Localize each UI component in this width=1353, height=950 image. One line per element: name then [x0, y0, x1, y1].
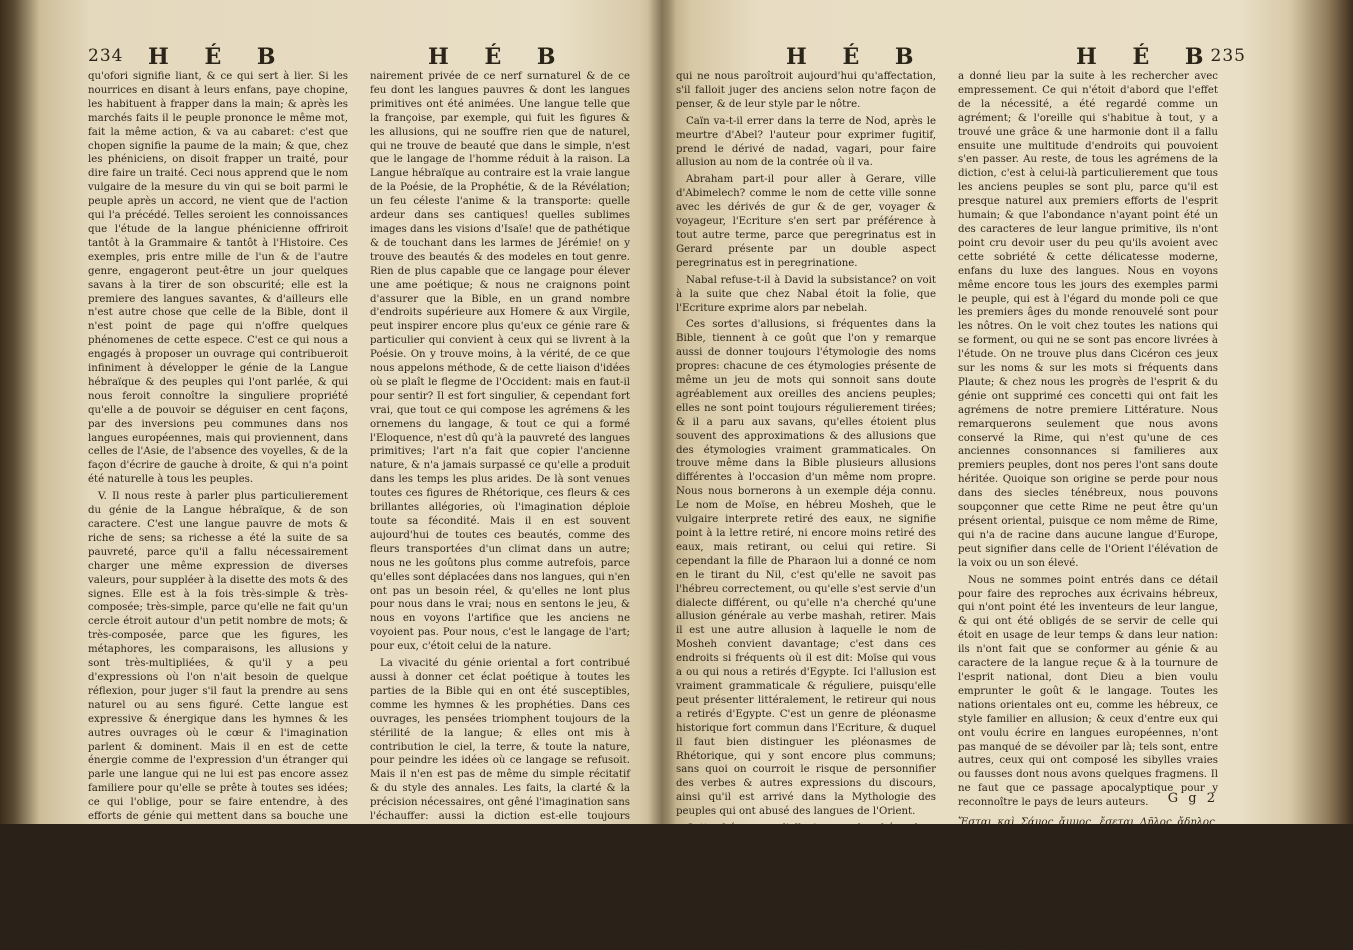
paragraph: qui ne nous paroîtroit aujourd'hui qu'affectation, s'il falloit juger des anciens selon notre façon de penser, & de leur style par le nôtre. — [676, 71, 936, 110]
right-running-head-b: H É B — [1076, 44, 1218, 70]
book-gutter — [648, 0, 676, 824]
paragraph: V. Il nous reste à parler plus particulierement du génie de la Langue hébraïque, & de son caractere. C'est une langue pauvre de mots & riche de sens; sa richesse a été la suite de sa pauvreté, parce qu'il a fallu nécessairement charger une même expression de diverses valeurs, pour suppléer à la disette des mots & des signes. Elle est à la fois très-simple & très-composée; très-simple, parce qu'elle ne fait qu'un cercle étroit autour d'un petit nombre de mots; & très-composée, parce que les figures, les métaphores, les comparaisons, les allusions y sont très-multipliées, & qu'il y a peu d'expressions où l'on n'ait besoin de quelque réflexion, pour juger s'il faut la prendre au sens naturel ou au sens figuré. Cette langue est expressive & énergique dans les hymnes & les autres ouvrages où le cœur & l'imagination parlent & dominent. Mais il en est de cette énergie comme de l'expression d'un étranger qui parle une langue qui ne lui est pas encore assez familiere pour qu'elle se prête à toutes ses idées; ce qui l'oblige, pour se faire entendre, à des efforts de génie qui mettent dans sa bouche une force qui n'est pas naturelle à ceux qui la parlent d'habitude. — [88, 491, 348, 850]
paragraph: Ces sortes d'allusions, si fréquentes dans la Bible, tiennent à ce goût que l'on y remarque aussi de donner toujours l'étymologie des noms propres: chacune de ces étymologies présente de même un jeu de mots qui sonnoit sans doute agréablement aux oreilles des anciens peuples; elles ne sont point toujours régulierement tirées; & il a paru aux savans, qu'elles étoient plus souvent des approximations & des allusions que des étymologies vraiment grammaticales. On trouve même dans la Bible plusieurs allusions différentes à l'occasion d'un même nom propre. Nous nous bornerons à un exemple déja connu. Le nom de Moïse, en hébreu Mosheh, que le vulgaire interprete retiré des eaux, ne signifie point à la lettre retiré, ni encore moins retiré des eaux, mais retirant, ou celui qui retire. Si cependant la fille de Pharaon lui a donné ce nom en le tirant du Nil, c'est qu'elle ne savoit pas l'hébreu correctement, ou qu'elle s'est servie d'un dialecte différent, ou qu'elle n'a cherché qu'une allusion générale au verbe mashah, retirer. Mais il est une autre allusion à laquelle le nom de Mosheh convient davantage; c'est dans ces endroits si fréquents où il est dit: Moïse qui vous a ou qui nous a retirés d'Egypte. Ici l'allusion est vraiment grammaticale & réguliere, puisqu'elle peut présenter littéralement, le retireur qui nous a retirés d'Egypte. C'est un genre de pléonasme historique fort commun dans l'Ecriture, & duquel il faut bien distinguer les pléonasmes de Rhétorique, qui y sont encore plus communs; sans quoi on courroit le risque de personnifier des verbes & autres expressions du discours, ainsi qu'il est arrivé dans la Mythologie des peuples qui ont abusé des langues de l'Orient. — [676, 319, 936, 818]
paragraph: Caïn va-t-il errer dans la terre de Nod, après le meurtre d'Abel? l'auteur pour exprimer fugitif, prend le dérivé de nadad, vagari, pour faire allusion au nom de la contrée où il va. — [676, 115, 936, 169]
signature-mark: G g 2 — [1167, 791, 1218, 806]
left-folio: 234 — [88, 46, 124, 66]
right-column-1 — [676, 70, 936, 918]
right-folio: 235 — [1210, 46, 1246, 66]
left-column-1 — [88, 70, 348, 937]
left-running-head-b: H É B — [428, 44, 570, 70]
right-page — [676, 0, 1256, 949]
right-running-head-a: H É B — [786, 44, 928, 70]
paragraph: Nous ne devons donc trouver rien d'extraordinaire ni de particulier dans le style des livres saints; il faut toujours avoir égard aux temps & aux peuples: la seule différence que nous devions — [958, 881, 1218, 949]
paragraph: Nous ne sommes point entrés dans ce détail pour faire des reproches aux écrivains hébreux, qui n'ont point été les inventeurs de leur langue, & qui ont été obligés de se servir de celle qui étoit en usage de leur temps & dans leur nation: ils n'ont fait que se conformer au génie & au caractere de la langue reçue & à la tournure de l'esprit national, dont Dieu a bien voulu emprunter le goût & le langage. Toutes les nations orientales ont eu, comme les hébreux, ce style familier en allusion; & ceux d'entre eux qui ont voulu écrire en langues européennes, n'ont pas manqué de se dévoiler par là; tels sont, entre autres, ceux qui ont composé les sibylles vraies ou fausses dont nous avons quelques fragmens. Il ne faut que ce passage apocalyptique pour y reconnoître le pays de leurs auteurs. — [958, 574, 1218, 809]
latin-translation: Et erit Samos arena, erit Delos ignota, & Roma vicus. — [958, 847, 1218, 873]
paragraph: qu'ofori signifie liant, & ce qui sert à lier. Si les nourrices en disant à leurs enfans, paye chopine, les habituent à frapper dans la main; & après les marchés faits il le peuple prononce le même mot, fait la même action, & va au cabaret: c'est que chopen signifie la paume de la main; & que, chez les phéniciens, on disoit frapper un traité, pour dire faire un traité. Ceci nous apprend que le nom vulgaire de la mesure du vin qui se boit parmi le peuple après un accord, ne vient que de l'action qui l'a précédé. Telles seroient les connoissances que l'étude de la langue phénicienne offriroit tantôt à la Grammaire & tantôt à l'Histoire. Ces exemples, pris entre mille de l'un & de l'autre genre, engageront peut-être un jour quelques savans à la tirer de son obscurité; elle est la premiere des langues savantes, & d'ailleurs elle n'est autre chose que celle de la Bible, dont il n'est point de page qui n'offre quelques phénomenes de cette espece. C'est ce qui nous a engagés à proposer un ouvrage qui contribueroit infiniment à développer le génie de la Langue hébraïque & des peuples qui l'ont parlée, & qui nous feroit connoître la singuliere propriété qu'elle a de pouvoir se déguiser en cent façons, par des inversions peu communes dans nos langues européennes, mais qui proviennent, dans celles de l'Asie, de l'absence des voyelles, & de la façon d'écrire de gauche à droite, & qui n'a point été naturelle à tous les peuples. — [88, 71, 348, 486]
right-column-2 — [958, 70, 1218, 949]
left-page — [88, 0, 648, 937]
paragraph: a donné lieu par la suite à les rechercher avec empressement. Ce qui n'étoit d'abord que l'effet de la nécessité, a été regardé comme un agrément; & l'oreille qui s'habitue à tout, y a trouvé une grâce & une harmonie dont il a fallu ensuite une multitude d'endroits qui pouvoient s'en passer. Au reste, de tous les agrémens de la diction, c'est à celui-là particulierement que tous les anciens peuples se sont plu, parce qu'il est presque naturel aux premiers efforts de l'esprit humain; & que l'abondance n'ayant point été un des caracteres de leur langue primitive, ils n'ont point cru devoir user du peu qu'ils avoient avec cette sobriété & cette délicatesse moderne, enfans du luxe des langues. Nous en voyons même encore tous les jours des exemples parmi le peuple, qui est à l'égard du monde poli ce que les premiers âges du monde renouvelé sont pour les nôtres. On le voit chez toutes les nations qui se forment, ou qui ne se sont pas encore livrées à l'étude. On ne trouve plus dans Cicéron ces jeux sur les noms & sur les mots si fréquents dans Plaute; & chez nous les progrès de l'esprit & du génie ont supprimé ces concetti qui ont fait les agrémens de notre premiere Littérature. Nous remarquerons seulement que nous avons conservé la Rime, qui n'est qu'une de ces anciennes consonnances si familieres aux premiers peuples, dont nos peres l'ont sans doute héritée. Quoique son origine se perde pour nous dans des siecles ténébreux, nous pouvons soupçonner que cette Rime ne peut être qu'un présent oriental, puisque ce nom même de Rime, qui n'a de racine dans aucune langue d'Europe, peut signifier dans celle de l'Orient l'élévation de la voix ou un son élevé. — [958, 71, 1218, 569]
left-running-head-a: H É B — [148, 44, 290, 70]
paragraph: Abraham part-il pour aller à Gerare, ville d'Abimelech? comme le nom de cette ville sonne avec les dérivés de gur & de ger, voyager & voyageur, l'Ecriture s'en sert par préférence à tout autre terme, parce que peregrinatus est in Gerard présente par un double aspect peregrinatus est in peregrinatione. — [676, 174, 936, 269]
paragraph: Cette fréquence d'allusions recherchées dans une langue où les consonnances étoient d'ailleurs si naturelles, à cause du fréquent retour des mêmes expressions, a de quoi nous étonner sans doute; mais il est vraisemblable que la stérilité des mots qui obligeoit de les ramener souvent, est ce qui — [676, 823, 936, 918]
paragraph: Nabal refuse-t-il à David la subsistance? on voit à la suite que chez Nabal étoit la folie, que l'Ecriture exprime alors par nebelah. — [676, 274, 936, 314]
paragraph: Il n'y a point de langue pauvre & même sauvage, qui ne soit vive, touchante, & plus souvent sublime, qu'une langue riche qui fournit à toutes les idées & à toutes les situations. Cette derniere, à la vérité, a l'avantage de la netteté, de la justesse, de la précision; mais elle est ordi- — [88, 855, 348, 937]
left-column-2 — [370, 70, 630, 906]
paragraph: nairement privée de ce nerf surnaturel & de ce feu dont les langues pauvres & dont les langues primitives ont été animées. Une langue telle que la françoise, par exemple, qui fuit les figures & les allusions, qui ne souffre rien que de naturel, qui ne trouve de beauté que dans le simple, n'est que le langage de l'homme réduit à la raison. La Langue hébraïque au contraire est la vraie langue de la Poésie, de la Prophétie, & de la Révélation; un feu céleste l'anime & la transporte: quelle ardeur dans ses cantiques! quelles sublimes images dans les visions d'Isaïe! que de pathétique & de touchant dans les larmes de Jérémie! on y trouve des beautés & des modeles en tout genre. Rien de plus capable que ce langage pour élever une ame poétique; & nous ne craignons point d'assurer que la Bible, en un grand nombre d'endroits supérieure aux Homere & aux Virgile, peut inspirer encore plus qu'eux ce génie rare & particulier qui convient à ceux qui se livrent à la Poésie. On y trouve moins, à la vérité, de ce que nous appelons méthode, & de cette liaison d'idées où se plaît le flegme de l'Occident: mais en faut-il pour sentir? Il est fort singulier, & cependant fort vrai, que tout ce qui compose les agrémens & les ornemens du langage, & tout ce qui a formé l'Eloquence, n'est dû qu'à la pauvreté des langues primitives; l'art n'a fait que copier l'ancienne nature, & n'a jamais surpassé ce qu'elle a produit dans les temps les plus arides. De là sont venues toutes ces figures de Rhétorique, ces fleurs & ces brillantes allégories, où l'imagination déploie toute sa fécondité. Mais il en est souvent aujourd'hui de toutes ces beautés, comme des fleurs transportées d'un climat dans un autre; nous ne les goûtons plus comme autrefois, parce qu'elles sont déplacées dans nos langues, qui n'en ont pas un besoin réel, & qu'elles ne lont plus pour nous dans le vrai; nous en sentons le jeu, & nous en voyons l'artifice que les anciens ne voyoient pas. Pour nous, c'est le langage de l'art; pour eux, c'étoit celui de la nature. — [370, 71, 630, 653]
greek-quotation: Ἔσται καὶ Σάμος ἄμμος, ἔσεται Δῆλος ἄδηλος, καὶ Ῥώμη ῥύμη. — [958, 817, 1218, 842]
paragraph: La vivacité du génie oriental a fort contribué aussi à donner cet éclat poétique à toutes les parties de la Bible qui en ont été susceptibles, comme les hymnes & les prophéties. Dans ces ouvrages, les pensées triomphent toujours de la stérilité de la langue; & elles ont mis à contribution le ciel, la terre, & toute la nature, pour peindre les idées où ce langage se refusoit. Mais il n'en est pas de même du simple récitatif & du style des annales. Les faits, la clarté & la précision nécessaires, ont gêné l'imagination sans l'échauffer: aussi la diction est-elle toujours seche, aride, concise, & cependant pleine de répétitions monotones; le seul ornement dont il paroît qu'on a cherché à l'embellir, sont des consonnances recherchées, des paronomasies, des métathèses, & des allusions dans les mots qui présentent les faits avec un appareil — [370, 658, 630, 906]
